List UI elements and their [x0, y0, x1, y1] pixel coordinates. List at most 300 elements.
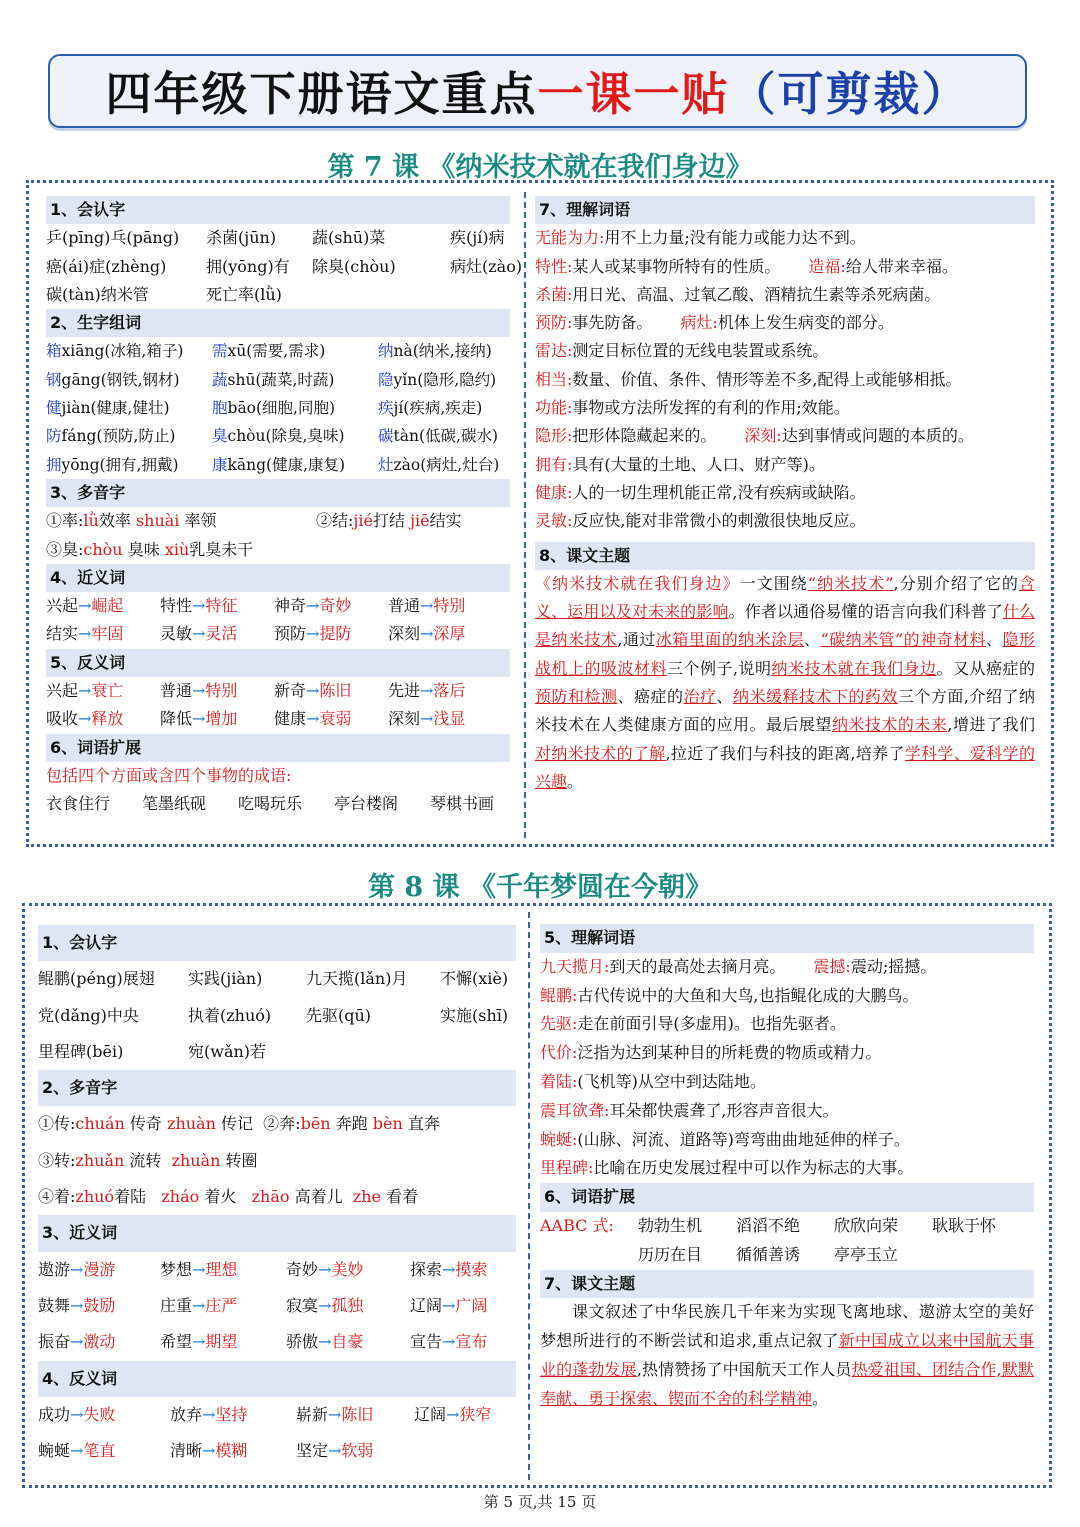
cell	[206, 253, 312, 281]
polyphone-word: 率领	[184, 511, 217, 531]
cell	[160, 1252, 286, 1288]
polyphone-char: ②结:	[316, 511, 354, 531]
antonym-pair: 浅显	[433, 709, 466, 729]
arrow-icon: →	[306, 709, 320, 729]
recognize-row	[46, 281, 510, 309]
antonym-word: 先进	[388, 681, 421, 701]
synonym-pair: 深厚	[433, 624, 466, 644]
lesson-8-title: 第 8 课 《千年梦圆在今朝》	[368, 872, 712, 903]
arrow-icon: →	[442, 1259, 456, 1279]
cell	[638, 1241, 736, 1270]
cell	[378, 451, 510, 479]
section-heading: 1、会认字	[38, 925, 516, 961]
cell	[430, 790, 510, 818]
definition-text: 古代传说中的大鱼和大鸟,也指鲲化成的大鹏鸟。	[577, 985, 919, 1005]
definition-term: 病灶:	[680, 313, 718, 333]
cell	[38, 1397, 170, 1433]
cell	[212, 451, 378, 479]
synonym-word: 神奇	[274, 596, 307, 616]
synonym-pair: 宣布	[455, 1332, 488, 1352]
cell	[414, 1397, 516, 1433]
definition-text: 用不上力量;没有能力或能力达不到。	[604, 228, 866, 248]
arrow-icon: →	[78, 624, 92, 644]
cell	[38, 998, 188, 1034]
polyphone-text: 着陆	[114, 1187, 162, 1207]
cell	[46, 790, 142, 818]
cell	[46, 422, 212, 450]
polyphone-char: ③臭:	[46, 539, 84, 559]
theme-segment: 含义、运用以及对未来的影响	[535, 573, 1035, 622]
definition-row	[535, 309, 1035, 337]
recognize-word: 疾(jí)病	[450, 228, 505, 248]
section-heading: 3、近义词	[38, 1215, 516, 1251]
polyphone-text: ④着:	[38, 1187, 76, 1207]
definition-row	[535, 224, 1035, 252]
cell	[388, 677, 510, 705]
synonym-pair: 美妙	[331, 1259, 364, 1279]
cell	[410, 1288, 516, 1324]
definition-text: 到天的最高处去摘月亮。	[609, 956, 786, 976]
theme-segment: 隐形战机上的吸波材料	[535, 630, 1035, 678]
cell	[212, 422, 378, 450]
recognize-word: 蔬(shū)菜	[312, 228, 386, 248]
definition-term: 震耳欲聋:	[540, 1100, 610, 1120]
arrow-icon: →	[192, 709, 206, 729]
character-words: shū(蔬菜,时蔬)	[227, 370, 335, 389]
antonym-pair: 陈旧	[319, 681, 352, 701]
definition-text: 机体上发生病变的部分。	[717, 313, 894, 333]
theme-paragraph	[535, 570, 1035, 796]
recognize-word: 不懈(xiè)	[440, 969, 509, 989]
arrow-icon: →	[318, 1259, 332, 1279]
definition-text: 耳朵都快震聋了,形容声音很大。	[609, 1100, 839, 1120]
definition-term: 深刻:	[744, 426, 782, 446]
arrow-icon: →	[306, 596, 320, 616]
synonym-word: 鼓舞	[38, 1295, 71, 1315]
character: 钢	[46, 370, 62, 389]
recognize-word: 里程碑(bēi)	[38, 1041, 124, 1061]
cell	[38, 1324, 160, 1360]
extension-intro: 包括四个方面或含四个事物的成语:	[46, 765, 292, 785]
extension-word: 循循善诱	[736, 1244, 801, 1264]
theme-segment: 什么是纳米技术	[535, 602, 1035, 650]
definition-text: 测定目标位置的无线电装置或系统。	[572, 341, 829, 361]
extension-row	[540, 1212, 1034, 1241]
lesson-8-divider	[528, 912, 530, 1480]
antonym-pair: 陈旧	[341, 1404, 374, 1424]
cell	[540, 1212, 638, 1241]
synonym-pair: 崛起	[91, 596, 124, 616]
cell	[46, 253, 206, 281]
antonym-word: 健康	[274, 709, 307, 729]
arrow-icon: →	[78, 709, 92, 729]
antonym-word: 坚定	[296, 1441, 329, 1461]
definition-row	[540, 1039, 1034, 1068]
definition-text: 事先防备。	[572, 313, 653, 333]
definition-row	[535, 394, 1035, 422]
antonym-pair: 模糊	[215, 1441, 248, 1461]
polyphone-row	[38, 1179, 516, 1215]
recognize-word: 党(dǎng)中央	[38, 1005, 139, 1025]
definition-term: 拥有:	[535, 454, 573, 474]
arrow-icon: →	[202, 1441, 216, 1461]
recognize-word: 九天揽(lǎn)月	[306, 969, 408, 989]
character: 灶	[378, 455, 394, 474]
character-words: chòu(除臭,臭味)	[227, 427, 345, 446]
character: 拥	[46, 455, 62, 474]
cell	[378, 366, 510, 394]
theme-segment: 预防和检测	[535, 687, 618, 707]
lesson-7-divider	[524, 192, 526, 838]
antonym-word: 清晰	[170, 1441, 203, 1461]
synonym-row	[38, 1288, 516, 1324]
cell	[296, 1397, 414, 1433]
synonym-word: 希望	[160, 1332, 193, 1352]
cell	[378, 394, 510, 422]
synonym-pair: 漫游	[83, 1259, 116, 1279]
section-heading: 4、反义词	[38, 1361, 516, 1397]
theme-segment: 《纳米技术就在我们身边》	[535, 573, 740, 593]
synonym-word: 兴起	[46, 596, 79, 616]
recognize-row	[46, 224, 510, 252]
pinyin: zhuàn	[167, 1114, 216, 1134]
cell	[286, 1324, 410, 1360]
cell	[450, 253, 523, 281]
recognize-word: 执着(zhuó)	[188, 1005, 272, 1025]
theme-segment: “纳米技术”	[807, 573, 894, 593]
character: 健	[46, 399, 62, 418]
pinyin: xiù	[164, 539, 190, 559]
definition-row	[535, 479, 1035, 507]
extension-word: 欣欣向荣	[834, 1215, 899, 1235]
character: 防	[46, 427, 62, 446]
antonym-word: 深刻	[388, 709, 421, 729]
pinyin: shuài	[135, 511, 180, 531]
definition-text: 泛指为达到某种目的所耗费的物质或精力。	[577, 1043, 882, 1063]
definition-row	[540, 1154, 1034, 1183]
cell	[274, 705, 388, 733]
theme-segment: 。又从癌症的	[936, 658, 1035, 678]
definition-row	[540, 982, 1034, 1011]
cell	[834, 1212, 932, 1241]
definition-term: 预防:	[535, 313, 573, 333]
extension-word: 亭亭玉立	[834, 1244, 899, 1264]
character-words: nà(纳米,接纳)	[393, 342, 492, 361]
definition-text: (山脉、河流、道路等)弯弯曲曲地延伸的样子。	[577, 1129, 910, 1149]
definition-term: 灵敏:	[535, 511, 573, 531]
pinyin: zhāo	[251, 1187, 290, 1207]
cell	[188, 1034, 306, 1070]
recognize-word: 宛(wǎn)若	[188, 1041, 267, 1061]
cell	[440, 961, 516, 997]
synonym-pair: 庄严	[205, 1295, 238, 1315]
arrow-icon: →	[442, 1295, 456, 1315]
extension-word: 衣食住行	[46, 794, 111, 814]
theme-segment: 、	[716, 687, 733, 707]
theme-segment: “碳纳米管”的神奇材料	[820, 630, 987, 650]
theme-paragraph	[540, 1298, 1034, 1413]
definition-text: 比喻在历史发展过程中可以作为标志的大事。	[593, 1158, 914, 1178]
cell	[46, 620, 160, 648]
section-heading: 6、词语扩展	[46, 734, 510, 762]
arrow-icon: →	[328, 1441, 342, 1461]
theme-segment: 。	[567, 771, 584, 791]
synonym-word: 灵敏	[160, 624, 193, 644]
character-row	[46, 366, 510, 394]
page-footer: 第 5 页,共 15 页	[483, 1493, 597, 1511]
cell	[410, 1252, 516, 1288]
definition-term: 造福:	[808, 256, 846, 276]
section-heading: 2、多音字	[38, 1070, 516, 1106]
cell	[388, 705, 510, 733]
polyphone-char: ①率:	[46, 511, 84, 531]
definition-term: 无能为力:	[535, 228, 605, 248]
recognize-row	[38, 1034, 516, 1070]
cell	[46, 451, 212, 479]
section-heading: 3、多音字	[46, 479, 510, 507]
extension-word: 琴棋书画	[430, 794, 495, 814]
definition-term: 杀菌:	[535, 284, 573, 304]
theme-segment: ,分别介绍了它的	[893, 573, 1019, 593]
antonym-pair: 坚持	[215, 1404, 248, 1424]
synonym-word: 宣告	[410, 1332, 443, 1352]
cell	[160, 677, 274, 705]
banner-title: 四年级下册语文重点	[105, 67, 538, 121]
synonym-word: 特性	[160, 596, 193, 616]
synonym-row	[38, 1252, 516, 1288]
extension-word: 历历在目	[638, 1244, 703, 1264]
theme-segment: ,通过	[617, 630, 656, 650]
definition-row	[540, 1068, 1034, 1097]
section-heading: 2、生字组词	[46, 309, 510, 337]
polyphone-row	[38, 1143, 516, 1179]
definition-row	[535, 507, 1035, 535]
arrow-icon: →	[192, 1332, 206, 1352]
theme-segment: 、	[986, 630, 1003, 650]
theme-segment: 。	[812, 1388, 829, 1408]
arrow-icon: →	[70, 1332, 84, 1352]
theme-segment: ,拉近了我们与科技的距离,培养了	[665, 743, 905, 763]
cell	[388, 620, 510, 648]
cell	[160, 592, 274, 620]
character-row	[46, 451, 510, 479]
theme-segment: 纳米缓释技术下的药效	[732, 687, 898, 707]
polyphone-word: 结实	[429, 511, 462, 531]
cell	[188, 998, 306, 1034]
recognize-word: 乒(pīng)乓(pāng)	[46, 228, 180, 248]
character-words: jí(疾病,疾走)	[393, 399, 483, 418]
arrow-icon: →	[306, 624, 320, 644]
arrow-icon: →	[318, 1295, 332, 1315]
polyphone-text: 直奔	[402, 1114, 440, 1134]
definition-row	[540, 1010, 1034, 1039]
character-words: yǐn(隐形,隐约)	[393, 370, 497, 389]
definition-term: 相当:	[535, 369, 573, 389]
synonym-pair: 摸索	[455, 1259, 488, 1279]
character-words: jiàn(健康,健壮)	[61, 399, 170, 418]
antonym-pair: 笔直	[83, 1441, 116, 1461]
pinyin: zháo	[161, 1187, 200, 1207]
definition-row	[540, 953, 1034, 982]
definition-term: 特性:	[535, 256, 573, 276]
banner-highlight: 一课一贴	[537, 67, 730, 121]
cell	[46, 281, 206, 309]
character: 胞	[212, 399, 228, 418]
cell	[46, 337, 212, 365]
recognize-row	[46, 253, 523, 281]
cell	[46, 677, 160, 705]
arrow-icon: →	[70, 1441, 84, 1461]
theme-segment: 三个例子,说明	[666, 658, 772, 678]
polyphone-text: ③转:	[38, 1150, 76, 1170]
arrow-icon: →	[78, 681, 92, 701]
arrow-icon: →	[70, 1295, 84, 1315]
synonym-pair: 孤独	[331, 1295, 364, 1315]
section-heading: 7、课文主题	[540, 1270, 1034, 1299]
polyphone-word: 臭味	[127, 539, 160, 559]
cell	[274, 592, 388, 620]
synonym-word: 骄傲	[286, 1332, 319, 1352]
character: 康	[212, 455, 228, 474]
extension-row	[540, 1241, 1034, 1270]
pinyin: zhuǎn	[75, 1150, 125, 1170]
lesson-7-title: 第 7 课 《纳米技术就在我们身边》	[327, 152, 753, 183]
lesson-8-right-column	[540, 924, 1034, 1414]
extension-word: 亭台楼阁	[334, 794, 399, 814]
character-words: kāng(健康,康复)	[227, 455, 346, 474]
definition-term: 雷达:	[535, 341, 573, 361]
cell	[238, 790, 334, 818]
theme-segment: 三个方面,介绍了纳米技术在人类健康方面的应用。最后展望	[535, 687, 1035, 735]
cell	[160, 705, 274, 733]
cell	[440, 998, 516, 1034]
arrow-icon: →	[70, 1259, 84, 1279]
recognize-word: 拥(yōng)有	[206, 256, 290, 276]
cell	[378, 337, 510, 365]
recognize-word: 碳(tàn)纳米管	[46, 284, 149, 304]
arrow-icon: →	[192, 681, 206, 701]
character: 臭	[212, 427, 228, 446]
polyphone-text: ②奔:	[263, 1114, 301, 1134]
synonym-word: 预防	[274, 624, 307, 644]
section-heading: 7、理解词语	[535, 196, 1035, 224]
cell	[46, 592, 160, 620]
cell	[212, 366, 378, 394]
cell	[296, 1433, 414, 1469]
cell	[46, 394, 212, 422]
cell	[274, 620, 388, 648]
definition-text: 达到事情或问题的本质的。	[781, 426, 974, 446]
definition-term: 健康:	[535, 482, 573, 502]
synonym-pair: 自豪	[331, 1332, 364, 1352]
definition-text: 数量、价值、条件、情形等差不多,配得上或能够相抵。	[572, 369, 962, 389]
arrow-icon: →	[70, 1404, 84, 1424]
character: 碳	[378, 427, 394, 446]
extension-word: 滔滔不绝	[736, 1215, 801, 1235]
cell	[316, 507, 510, 535]
cell	[306, 961, 440, 997]
definition-text: 震动;摇撼。	[850, 956, 937, 976]
polyphone-text: 转圈	[220, 1150, 258, 1170]
definition-text: 人的一切生理机能正常,没有疾病或缺陷。	[572, 482, 866, 502]
character-words: zào(病灶,灶台)	[393, 455, 500, 474]
definition-row	[540, 1126, 1034, 1155]
lesson-7-left-column	[46, 196, 523, 819]
polyphone-word: 效率	[98, 511, 131, 531]
antonym-word: 蜿蜒	[38, 1441, 71, 1461]
antonym-pair: 狭窄	[459, 1404, 492, 1424]
character: 隐	[378, 370, 394, 389]
antonym-word: 辽阔	[414, 1404, 447, 1424]
definition-row	[535, 366, 1035, 394]
antonym-pair: 软弱	[341, 1441, 374, 1461]
theme-segment: 课文叙述了中华民族几千年来为实现飞离地球、遨游太空的美好梦想所进行的不断尝试和追求,重点记叙了	[540, 1302, 1034, 1351]
antonym-row	[46, 705, 510, 733]
arrow-icon: →	[192, 1295, 206, 1315]
arrow-icon: →	[202, 1404, 216, 1424]
character: 疾	[378, 399, 394, 418]
polyphone-row	[46, 536, 510, 564]
synonym-word: 普通	[388, 596, 421, 616]
cell	[306, 998, 440, 1034]
definition-text: 把形体隐藏起来的。	[572, 426, 717, 446]
section-heading: 1、会认字	[46, 196, 510, 224]
synonym-word: 振奋	[38, 1332, 71, 1352]
cell	[46, 507, 316, 535]
arrow-icon: →	[78, 596, 92, 616]
character-words: xiāng(冰箱,箱子)	[61, 342, 184, 361]
synonym-pair: 理想	[205, 1259, 238, 1279]
antonym-pair: 衰亡	[91, 681, 124, 701]
pinyin: bèn	[372, 1114, 403, 1134]
character-words: tàn(低碳,碳水)	[393, 427, 498, 446]
character-row	[46, 394, 510, 422]
extension-word: 耿耿于怀	[932, 1215, 997, 1235]
arrow-icon: →	[420, 709, 434, 729]
definition-term: 先驱:	[540, 1014, 578, 1034]
definition-row	[535, 281, 1035, 309]
polyphone-text: 看着	[380, 1187, 419, 1207]
recognize-row	[38, 998, 516, 1034]
polyphone-text: 着火	[199, 1187, 252, 1207]
antonym-pair: 增加	[205, 709, 238, 729]
section-heading: 5、反义词	[46, 649, 510, 677]
arrow-icon: →	[328, 1404, 342, 1424]
extension-label: AABC 式:	[540, 1215, 614, 1235]
synonym-word: 梦想	[160, 1259, 193, 1279]
definition-term: 蜿蜒:	[540, 1129, 578, 1149]
character-words: xū(需要,需求)	[227, 342, 326, 361]
synonym-word: 奇妙	[286, 1259, 319, 1279]
theme-segment: 冰箱里面的纳米涂层	[655, 630, 805, 650]
arrow-icon: →	[420, 681, 434, 701]
arrow-icon: →	[442, 1332, 456, 1352]
definition-row	[540, 1097, 1034, 1126]
cell	[38, 1252, 160, 1288]
cell	[188, 961, 306, 997]
arrow-icon: →	[306, 681, 320, 701]
cell	[450, 224, 510, 252]
cell	[38, 1034, 188, 1070]
definition-text: 反应快,能对非常微小的刺激很快地反应。	[572, 511, 866, 531]
cell	[388, 592, 510, 620]
cell	[410, 1324, 516, 1360]
definition-term: 代价:	[540, 1043, 578, 1063]
polyphone-text: ①传:	[38, 1114, 76, 1134]
pinyin: chòu	[83, 539, 123, 559]
pinyin: bēn	[300, 1114, 331, 1134]
recognize-word: 实施(shī)	[440, 1005, 509, 1025]
